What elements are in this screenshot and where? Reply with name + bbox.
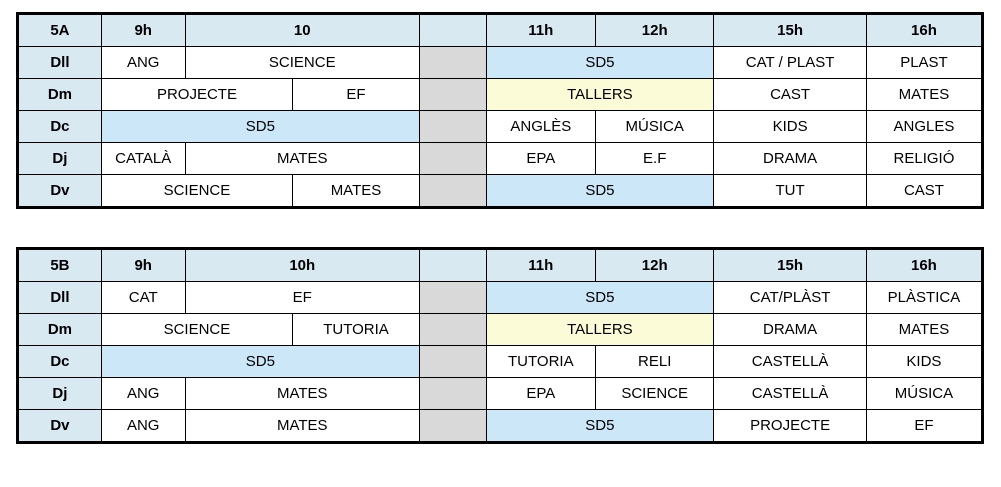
lunch-gap-cell	[419, 282, 486, 314]
subject-cell: MÚSICA	[866, 378, 982, 410]
subject-cell: PLÀSTICA	[866, 282, 982, 314]
subject-cell: MATES	[185, 143, 419, 175]
time-header: 9h	[101, 14, 185, 47]
schedule-header-row	[18, 249, 983, 282]
table-spacer	[16, 209, 985, 247]
day-label: Dc	[18, 111, 102, 143]
subject-cell: EPA	[486, 378, 596, 410]
subject-cell: PLAST	[866, 47, 982, 79]
subject-cell: TUTORIA	[486, 346, 596, 378]
subject-cell: MATES	[185, 378, 419, 410]
header-gap-cell	[419, 249, 486, 282]
time-header: 11h	[486, 249, 596, 282]
subject-cell: CATALÀ	[101, 143, 185, 175]
time-header: 10	[185, 14, 419, 47]
subject-cell: SD5	[486, 282, 714, 314]
time-header: 12h	[596, 14, 714, 47]
subject-cell: RELI	[596, 346, 714, 378]
lunch-gap-cell	[419, 410, 486, 443]
day-label: Dm	[18, 314, 102, 346]
lunch-gap-cell	[419, 79, 486, 111]
subject-cell: SD5	[486, 47, 714, 79]
header-gap-cell	[419, 14, 486, 47]
subject-cell: CASTELLÀ	[714, 346, 867, 378]
subject-cell: E.F	[596, 143, 714, 175]
time-header: 10h	[185, 249, 419, 282]
day-label: Dll	[18, 47, 102, 79]
subject-cell: CASTELLÀ	[714, 378, 867, 410]
table-row	[18, 410, 983, 443]
lunch-gap-cell	[419, 346, 486, 378]
schedule-table-5b	[16, 247, 984, 444]
subject-cell: ANG	[101, 410, 185, 443]
day-label: Dj	[18, 143, 102, 175]
day-label: Dj	[18, 378, 102, 410]
lunch-gap-cell	[419, 47, 486, 79]
subject-cell: ANGLES	[866, 111, 982, 143]
subject-cell: CAST	[866, 175, 982, 208]
subject-cell: ANG	[101, 47, 185, 79]
subject-cell: SCIENCE	[101, 175, 292, 208]
subject-cell: ANG	[101, 378, 185, 410]
schedule-header-row	[18, 14, 983, 47]
table-row	[18, 314, 983, 346]
subject-cell: DRAMA	[714, 314, 867, 346]
subject-cell: MÚSICA	[596, 111, 714, 143]
lunch-gap-cell	[419, 143, 486, 175]
day-label: Dv	[18, 175, 102, 208]
subject-cell: MATES	[293, 175, 420, 208]
table-row	[18, 79, 983, 111]
schedule-body-5b	[18, 249, 983, 443]
day-label: Dll	[18, 282, 102, 314]
lunch-gap-cell	[419, 378, 486, 410]
subject-cell: SD5	[486, 410, 714, 443]
day-label: Dm	[18, 79, 102, 111]
lunch-gap-cell	[419, 175, 486, 208]
time-header: 16h	[866, 14, 982, 47]
subject-cell: SD5	[101, 111, 419, 143]
subject-cell: TUTORIA	[293, 314, 420, 346]
class-label-header: 5B	[18, 249, 102, 282]
subject-cell: TUT	[714, 175, 867, 208]
table-row	[18, 346, 983, 378]
subject-cell: EF	[293, 79, 420, 111]
subject-cell: SCIENCE	[596, 378, 714, 410]
subject-cell: MATES	[185, 410, 419, 443]
subject-cell: EPA	[486, 143, 596, 175]
table-row	[18, 111, 983, 143]
subject-cell: PROJECTE	[101, 79, 292, 111]
subject-cell: SD5	[486, 175, 714, 208]
subject-cell: RELIGIÓ	[866, 143, 982, 175]
subject-cell: ANGLÈS	[486, 111, 596, 143]
time-header: 15h	[714, 14, 867, 47]
day-label: Dc	[18, 346, 102, 378]
subject-cell: PROJECTE	[714, 410, 867, 443]
time-header: 15h	[714, 249, 867, 282]
time-header: 11h	[486, 14, 596, 47]
subject-cell: EF	[185, 282, 419, 314]
table-row	[18, 378, 983, 410]
subject-cell: CAT / PLAST	[714, 47, 867, 79]
subject-cell: MATES	[866, 314, 982, 346]
schedule-table-5a-wrap	[16, 12, 985, 209]
table-row	[18, 282, 983, 314]
subject-cell: CAT/PLÀST	[714, 282, 867, 314]
subject-cell: EF	[866, 410, 982, 443]
subject-cell: KIDS	[714, 111, 867, 143]
day-label: Dv	[18, 410, 102, 443]
schedule-body-5a	[18, 14, 983, 208]
subject-cell: KIDS	[866, 346, 982, 378]
time-header: 12h	[596, 249, 714, 282]
subject-cell: TALLERS	[486, 314, 714, 346]
table-row	[18, 175, 983, 208]
class-label-header: 5A	[18, 14, 102, 47]
subject-cell: TALLERS	[486, 79, 714, 111]
subject-cell: SD5	[101, 346, 419, 378]
table-row	[18, 47, 983, 79]
schedule-table-5a	[16, 12, 984, 209]
lunch-gap-cell	[419, 111, 486, 143]
subject-cell: MATES	[866, 79, 982, 111]
time-header: 9h	[101, 249, 185, 282]
table-row	[18, 143, 983, 175]
subject-cell: CAT	[101, 282, 185, 314]
time-header: 16h	[866, 249, 982, 282]
subject-cell: DRAMA	[714, 143, 867, 175]
lunch-gap-cell	[419, 314, 486, 346]
subject-cell: CAST	[714, 79, 867, 111]
subject-cell: SCIENCE	[185, 47, 419, 79]
subject-cell: SCIENCE	[101, 314, 292, 346]
schedule-table-5b-wrap	[16, 247, 985, 444]
